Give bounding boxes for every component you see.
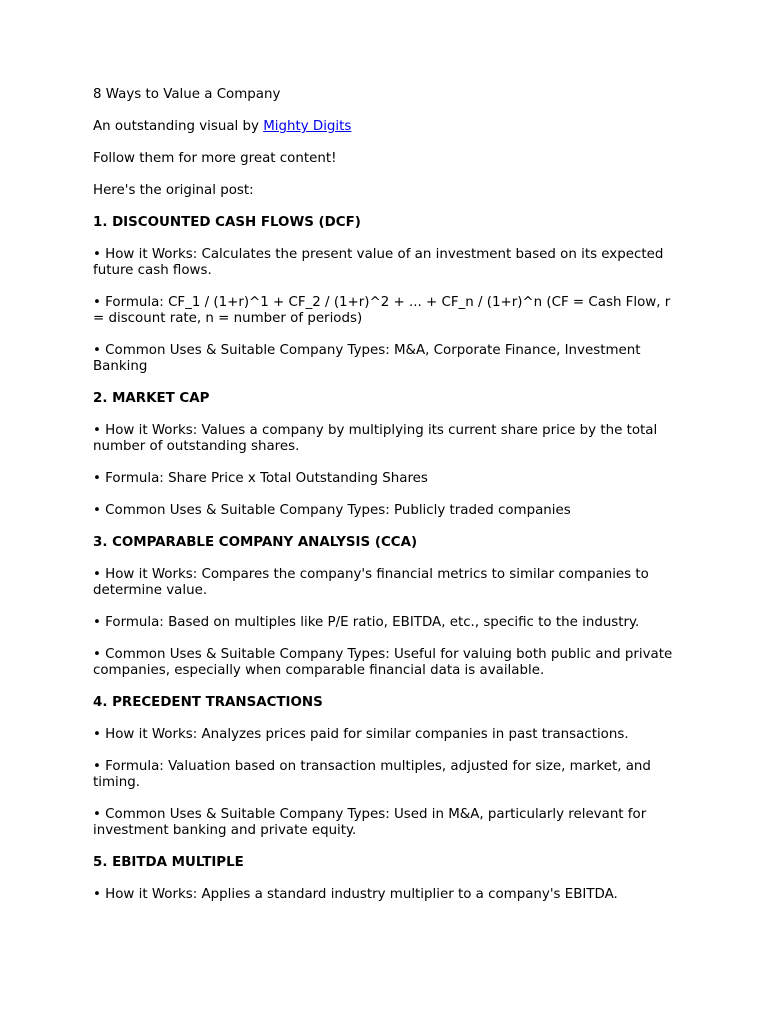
credit-line [93,119,676,135]
common-uses: • Common Uses & Suitable Company Types: Useful for valuing both public and private companies, especially when comparable financial data is available. [93,647,673,678]
formula: • Formula: Share Price x Total Outstanding Shares [93,471,428,486]
document-title: 8 Ways to Value a Company [93,87,281,102]
section-precedent-transactions [93,695,676,839]
section-heading: 4. PRECEDENT TRANSACTIONS [93,695,323,710]
how-it-works: • How it Works: Values a company by multiplying its current share price by the total number of outstanding shares. [93,423,658,454]
section-heading: 1. DISCOUNTED CASH FLOWS (DCF) [93,215,361,230]
section-heading: 3. COMPARABLE COMPANY ANALYSIS (CCA) [93,535,418,550]
common-uses: • Common Uses & Suitable Company Types: M&A, Corporate Finance, Investment Banking [93,343,641,374]
follow-text: Follow them for more great content! [93,151,337,166]
section-ebitda-multiple [93,855,676,903]
original-post-text: Here's the original post: [93,183,254,198]
section-heading: 2. MARKET CAP [93,391,210,406]
how-it-works: • How it Works: Analyzes prices paid for similar companies in past transactions. [93,727,629,742]
how-it-works: • How it Works: Applies a standard industry multiplier to a company's EBITDA. [93,887,618,902]
section-cca [93,535,676,679]
formula: • Formula: Valuation based on transaction multiples, adjusted for size, market, and timing. [93,759,651,790]
section-heading: 5. EBITDA MULTIPLE [93,855,244,870]
mighty-digits-link[interactable]: Mighty Digits [263,119,352,134]
formula: • Formula: Based on multiples like P/E ratio, EBITDA, etc., specific to the industry. [93,615,640,630]
common-uses: • Common Uses & Suitable Company Types: Used in M&A, particularly relevant for investment banking and private equity. [93,807,647,838]
credit-prefix: An outstanding visual by [93,119,264,134]
how-it-works: • How it Works: Compares the company's financial metrics to similar companies to determine value. [93,567,649,598]
formula: • Formula: CF_1 / (1+r)^1 + CF_2 / (1+r)^2 + ... + CF_n / (1+r)^n (CF = Cash Flow, r = discount rate, n = number of periods) [93,295,671,326]
common-uses: • Common Uses & Suitable Company Types: Publicly traded companies [93,503,571,518]
how-it-works: • How it Works: Calculates the present value of an investment based on its expected future cash flows. [93,247,664,278]
section-dcf [93,215,676,375]
section-market-cap [93,391,676,519]
